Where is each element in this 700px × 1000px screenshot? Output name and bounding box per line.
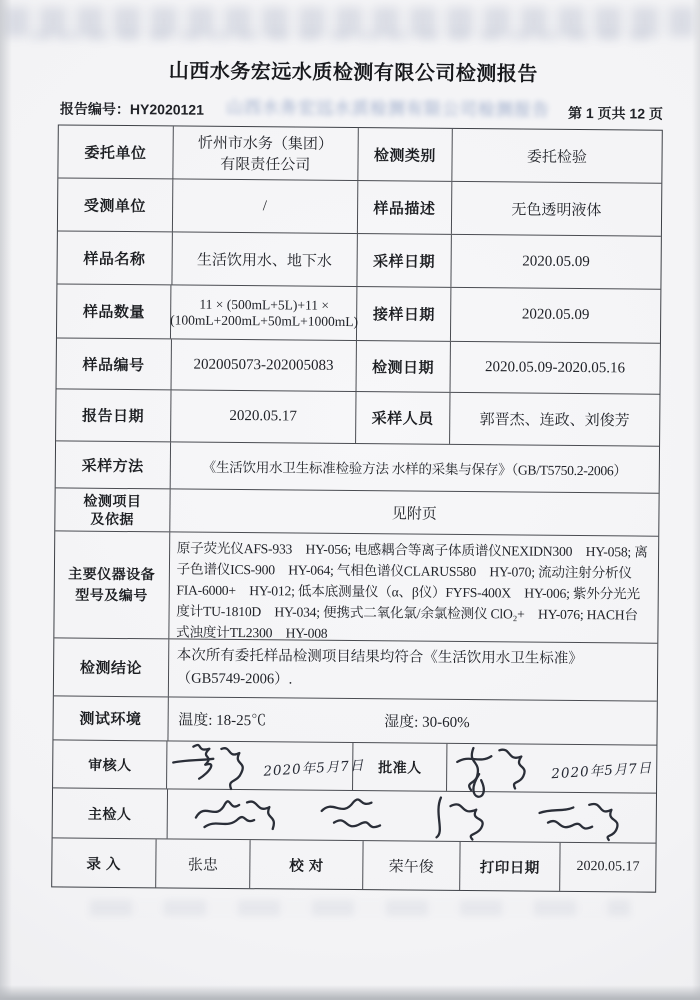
sample-quantity-value: 11 × (500mL+5L)+11 × (100mL+200mL+50mL+1000mL)	[171, 285, 357, 340]
table-row-test-items	[55, 488, 658, 536]
receiving-date-value: 2020.05.09	[521, 306, 590, 324]
temperature-value: 温度: 18-25℃	[178, 712, 267, 730]
humidity-value: 湿度: 30-60%	[384, 714, 470, 732]
row-label: 打印日期	[460, 842, 561, 891]
print-date-value: 2020.05.17	[576, 858, 640, 875]
entry-person-value: 张忠	[156, 839, 251, 888]
sampling-date-value: 2020.05.09	[522, 252, 590, 270]
table-row-conclusion	[54, 638, 657, 701]
row-label: 接样日期	[357, 287, 451, 341]
row-label: 委托单位	[58, 125, 173, 178]
row-label: 采样人员	[356, 392, 450, 444]
test-date-value: 2020.05.09-2020.05.16	[485, 358, 626, 376]
sample-name-value: 生活饮用水、地下水	[172, 232, 358, 286]
report-date-value: 2020.05.17	[171, 390, 357, 443]
report-number	[60, 98, 204, 119]
approve-date: 2020年5月7日	[550, 759, 653, 782]
inspector-signature-3	[424, 790, 505, 843]
row-label: 检测项目 及依据	[55, 488, 170, 531]
table-row-environment	[53, 696, 656, 745]
table-row-client	[58, 125, 661, 183]
table-row-tested-unit	[58, 178, 661, 236]
row-label: 审核人	[53, 740, 168, 788]
test-category-value: 委托检验	[526, 149, 587, 166]
reviewer-signature-cell	[167, 741, 366, 790]
tested-unit-value: /	[173, 179, 359, 233]
scan-edge-left	[0, 0, 12, 1000]
scan-edge-bottom	[0, 985, 700, 1000]
row-label: 采样日期	[357, 234, 451, 287]
inspector-signature-1	[188, 788, 287, 842]
reviewer-signature	[169, 734, 261, 791]
table-row-entry	[52, 838, 655, 891]
row-label: 校 对	[251, 840, 364, 889]
page-title: 山西水务宏远水质检测有限公司检测报告	[168, 60, 538, 86]
table-row-sample-number	[57, 338, 660, 394]
inspector-signatures-cell	[167, 789, 656, 842]
page-indicator: 第 1 页共 12 页	[567, 104, 664, 122]
report-meta-row	[60, 98, 663, 123]
row-label: 批准人	[353, 743, 447, 791]
report-number-value: HY2020121	[129, 101, 204, 118]
bleedthrough-title: 山西水务宏远水质检测有限公司检测报告	[225, 97, 551, 120]
sample-description-value: 无色透明液体	[511, 201, 602, 219]
row-label: 测试环境	[53, 696, 168, 740]
table-row-report-date	[56, 389, 659, 446]
row-label: 样品数量	[57, 284, 172, 338]
table-row-chief-inspector	[53, 788, 656, 843]
row-label: 主要仪器设备 型号及编号	[54, 531, 170, 638]
row-label: 检测日期	[357, 341, 451, 392]
inspector-signature-2	[315, 793, 396, 839]
row-label: 报告日期	[56, 389, 171, 441]
table-row-sample-name	[57, 231, 660, 289]
row-label: 检测结论	[54, 638, 169, 696]
proofreader-value: 荣午俊	[363, 841, 460, 890]
sampling-method-value: 《生活饮用水卫生标准检验方法 水样的采集与保存》（GB/T5750.2-2006）	[202, 459, 627, 479]
table-row-sampling-method	[56, 441, 659, 493]
row-label: 主检人	[53, 788, 168, 838]
instruments-value: 原子荧光仪AFS-933 HY-056; 电感耦合等离子体质谱仪NEXIDN300 HY-058; 离子色谱仪ICS-900 HY-064; 气相色谱仪CLARUS580 HY-070; 流动注射分析仪FIA-6000+ HY-012; 低本底测量仪（α、β仪）FYFS-400X HY-006; 紫外分光光度计TU-1810D HY-034; 便携式二氧化氯/余氯检测仪 ClO₂+ HY-076; HACH台式浊度计TL2300 HY-008	[175, 540, 648, 642]
row-label: 受测单位	[58, 178, 173, 231]
test-items-value: 见附页	[391, 505, 437, 523]
sampling-personnel-value: 郭晋杰、连政、刘俊芳	[479, 412, 630, 430]
row-label: 检测类别	[358, 128, 452, 181]
table-row-reviewer-approver	[53, 740, 656, 793]
sample-number-value: 202005073-202005083	[171, 339, 357, 391]
review-date: 2020年5月7日	[263, 757, 366, 780]
report-number-label: 报告编号：	[59, 100, 131, 118]
conclusion-value: 本次所有委托样品检测项目结果均符合《生活饮用水卫生标准》 （GB5749-2006）.	[176, 647, 583, 688]
row-label: 采样方法	[56, 441, 171, 488]
row-label: 录 入	[52, 838, 156, 887]
row-label: 样品编号	[57, 338, 172, 389]
table-row-instruments	[54, 531, 658, 643]
inspector-signature-4	[533, 792, 635, 842]
scan-edge-right	[692, 0, 700, 1000]
row-label: 样品描述	[358, 181, 452, 234]
report-info-table	[51, 124, 663, 892]
client-value: 忻州市水务（集团） 有限责任公司	[173, 126, 359, 180]
approver-signature-cell	[447, 744, 656, 793]
row-label: 样品名称	[57, 231, 172, 284]
table-row-sample-quantity	[57, 284, 660, 343]
